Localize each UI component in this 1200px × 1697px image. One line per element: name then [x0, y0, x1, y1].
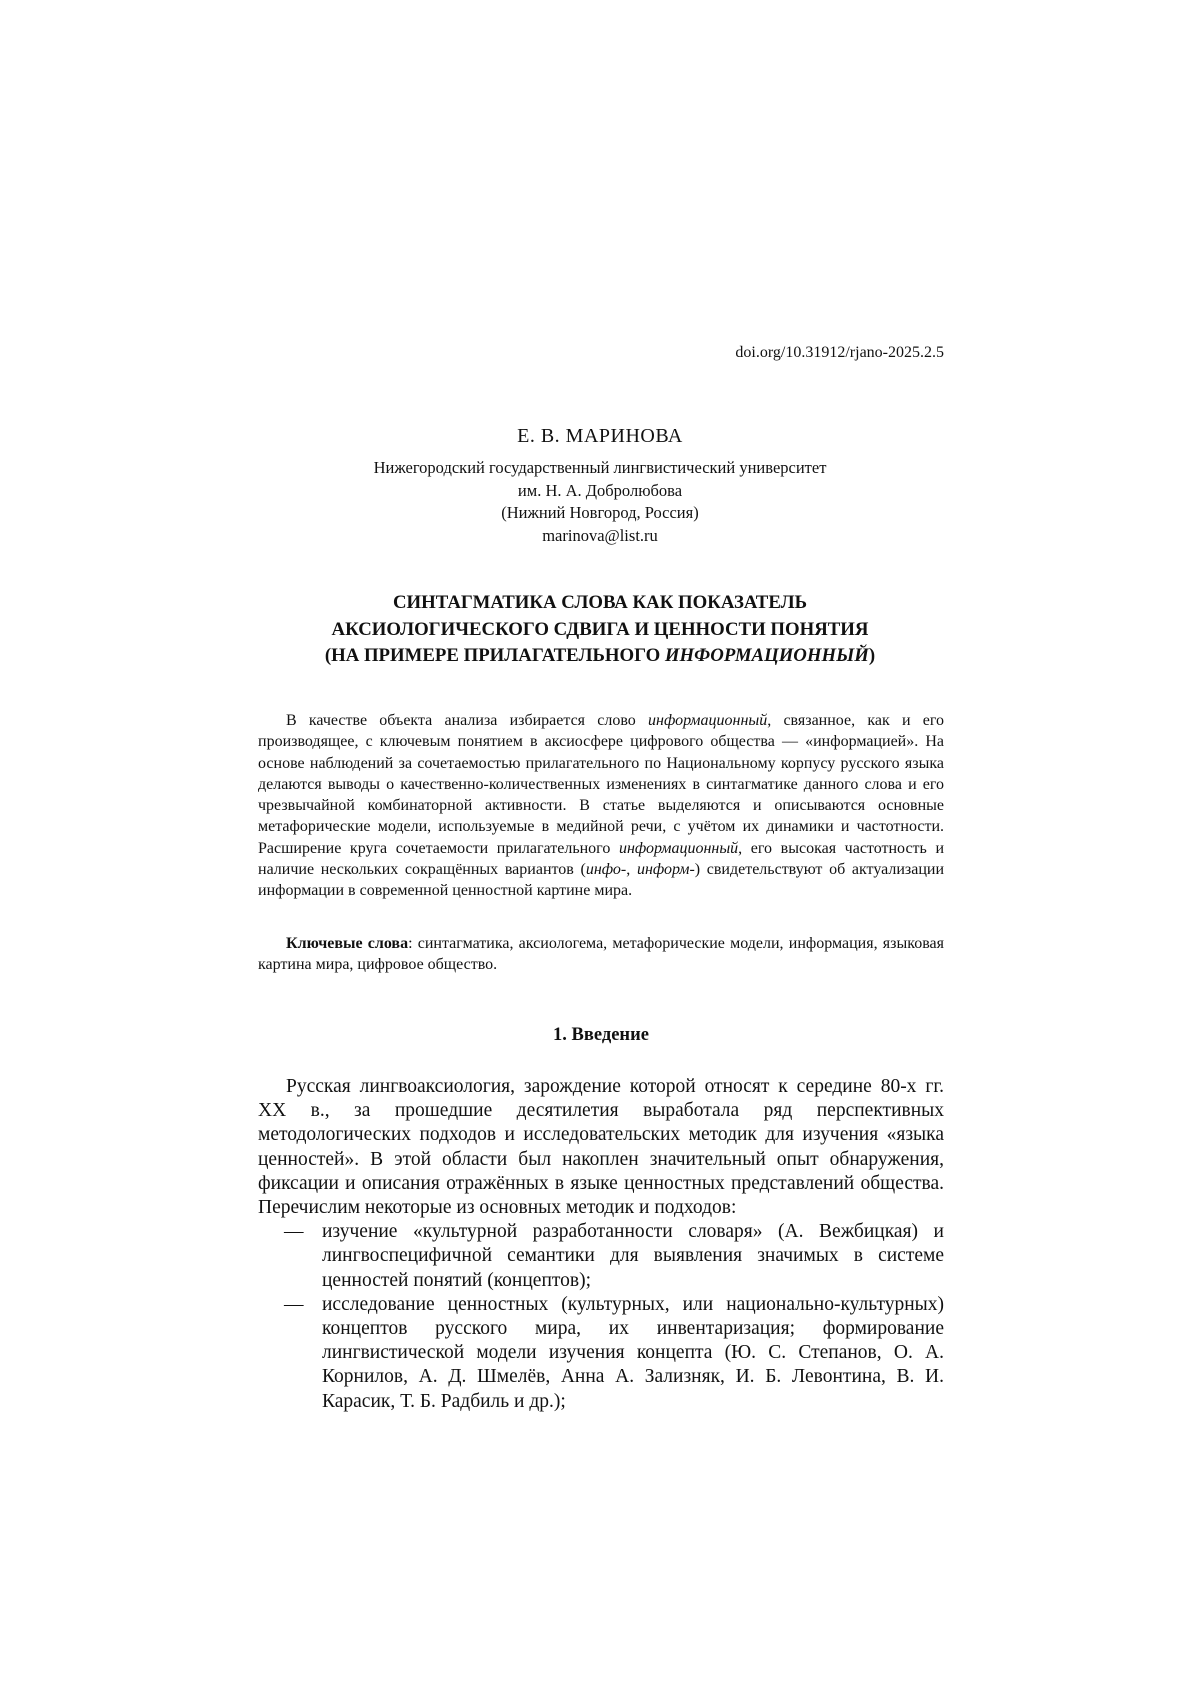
title-line-3-italic: ИНФОРМАЦИОННЫЙ: [664, 645, 869, 666]
body-paragraph-1: Русская лингвоаксиология, зарождение которой относят к середине 80-х гг. XX в., за прошедшие десятилетия выработала ряд перспективных методологических подходов и исследовательских методик для изучения «языка ценностей». В этой области был накоплен значительный опыт обнаружения, фиксации и описания отражённых в языке ценностных представлений общества. Перечислим некоторые из основных методик и подходов:: [258, 1076, 944, 1219]
keywords-label: Ключевые слова: [286, 935, 409, 952]
abstract-paragraph: [258, 710, 944, 902]
body-text: [258, 1075, 944, 1414]
methods-list: [258, 1220, 944, 1414]
list-item-text: изучение «культурной разработанности словаря» (А. Вежбицкая) и лингвоспецифичной семантики для выявления значимых в системе ценностей понятий (концептов);: [322, 1221, 944, 1291]
title-line-3-prefix: (НА ПРИМЕРЕ ПРИЛАГАТЕЛЬНОГО: [324, 645, 665, 666]
abstract-italic-1: информационный: [648, 712, 768, 729]
abstract-part-1: В качестве объекта анализа избирается слово: [286, 712, 649, 729]
list-item-text: исследование ценностных (культурных, или национально-культурных) концептов русского мира, их инвентаризация; формирование лингвистической модели изучения концепта (Ю. С. Степанов, О. А. Корнилов, А. Д. Шмелёв, Анна А. Зализняк, И. Б. Левонтина, В. И. Карасик, Т. Б. Радбиль и др.);: [322, 1293, 944, 1412]
title-line-3-suffix: ): [868, 645, 876, 666]
abstract-italic-3: инфо-: [585, 861, 627, 879]
article-title: [220, 590, 980, 670]
abstract: [258, 710, 944, 902]
abstract-italic-2: информационный: [618, 839, 739, 857]
list-dash: —: [284, 1221, 304, 1243]
affiliation-line-3: (Нижний Новгород, Россия): [501, 503, 699, 522]
keywords-text: : синтагматика, аксиологема, метафорические модели, информация, языковая картина мира, цифровое общество.: [258, 935, 945, 974]
abstract-part-5: ) свидетельствуют об актуализации информации в современной ценностной картине мира.: [258, 861, 945, 900]
abstract-part-2: , связанное, как и его производящее, с ключевым понятием в аксиосфере цифрового общества — «информацией». На основе наблюдений за сочетаемостью прилагательного по Национальному корпусу русского языка делаются выводы о качественно-количественных изменениях в синтагматике данного слова и его чрезвычайной комбинаторной активности. В статье выделяются и описываются основные метафорические модели, используемые в медийной речи, с учётом их динамики и частотности. Расширение круга сочетаемости прилагательного: [258, 712, 944, 857]
affiliation-line-2: им. Н. А. Добролюбова: [517, 480, 683, 500]
list-item: [258, 1293, 944, 1414]
section-title: 1. Введение: [553, 1025, 649, 1045]
keywords: [258, 933, 944, 976]
list-dash: —: [284, 1293, 304, 1315]
affiliation-line-1: Нижегородский государственный лингвистический университет: [373, 458, 827, 477]
list-item: [258, 1220, 944, 1293]
title-line-1: СИНТАГМАТИКА СЛОВА КАК ПОКАЗАТЕЛЬ: [392, 592, 808, 613]
title-line-2: АКСИОЛОГИЧЕСКОГО СДВИГА И ЦЕННОСТИ ПОНЯТИЯ: [331, 618, 869, 640]
doi-link[interactable]: doi.org/10.31912/rjano-2025.2.5: [735, 344, 944, 361]
author-email[interactable]: marinova@list.ru: [542, 525, 658, 545]
abstract-part-3: , его высокая частотность и наличие нескольких сокращённых вариантов (: [258, 839, 944, 879]
author-name: Е. В. МАРИНОВА: [517, 425, 683, 447]
keywords-paragraph: [258, 933, 944, 976]
abstract-italic-4: информ-: [636, 861, 695, 879]
abstract-part-4: ,: [626, 861, 637, 879]
author-block: [260, 423, 940, 547]
title-line-3: [220, 643, 980, 670]
